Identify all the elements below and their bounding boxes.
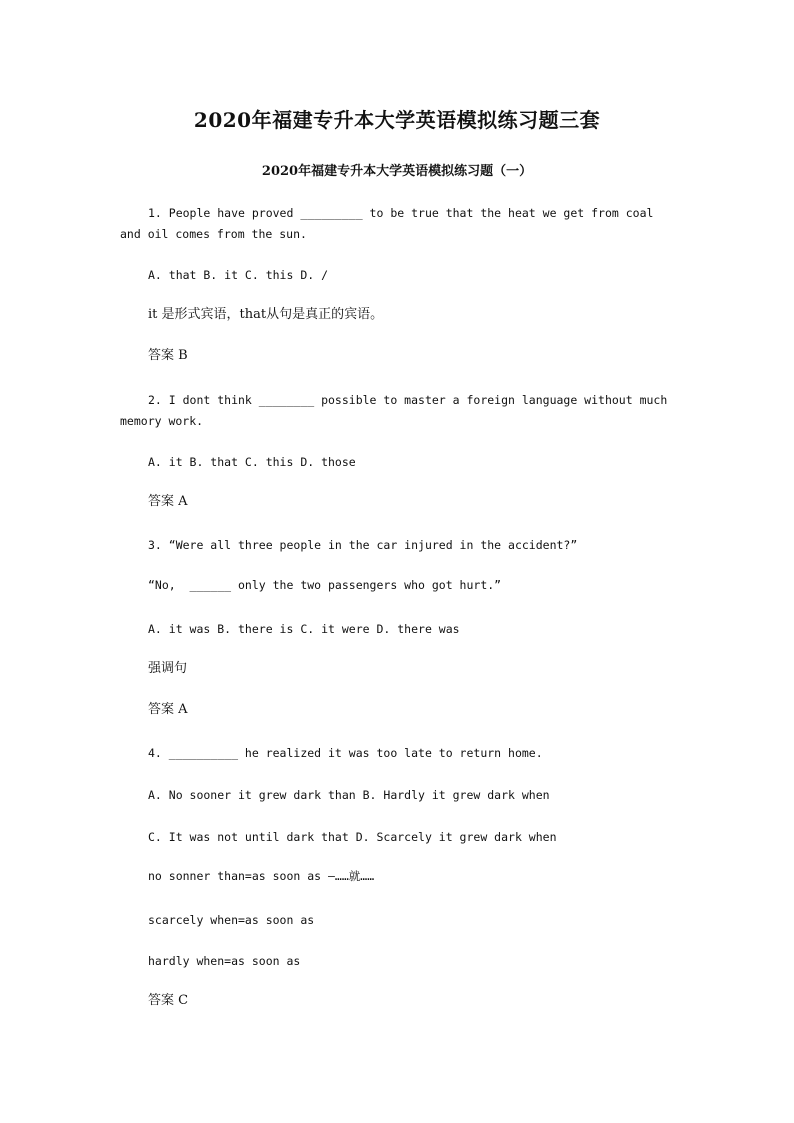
question-2-text-cont: memory work. (120, 414, 204, 428)
question-4-note-3: hardly when=as soon as (148, 954, 301, 968)
question-1-text-cont: and oil comes from the sun. (120, 227, 307, 241)
question-4-options-1: A. No sooner it grew dark than B. Hardly it grew dark when (148, 788, 550, 802)
question-3-text-cont: “No, ______ only the two passengers who got hurt.” (148, 578, 502, 592)
question-3-text: 3. “Were all three people in the car injured in the accident?” (148, 538, 578, 552)
question-4-note-2: scarcely when=as soon as (148, 913, 315, 927)
question-4-note-1: no sonner than=as soon as —……就…… (148, 869, 375, 883)
question-1-options: A. that B. it C. this D. / (148, 268, 329, 282)
question-2-answer: 答案 A (148, 494, 188, 509)
question-4-options-2: C. It was not until dark that D. Scarcely it grew dark when (148, 830, 557, 844)
question-3-options: A. it was B. there is C. it were D. there was (148, 622, 460, 636)
document-title: 2020年福建专升本大学英语模拟练习题三套 (193, 108, 601, 132)
question-1-note: it 是形式宾语，that从句是真正的宾语。 (148, 307, 384, 322)
question-1-answer: 答案 B (148, 348, 188, 363)
question-2-options: A. it B. that C. this D. those (148, 455, 356, 469)
document-subtitle: 2020年福建专升本大学英语模拟练习题（一） (261, 164, 533, 179)
question-2-text: 2. I dont think ________ possible to master a foreign language without much (148, 393, 668, 407)
question-4-answer: 答案 C (148, 993, 189, 1008)
question-1-text: 1. People have proved _________ to be true that the heat we get from coal (148, 206, 654, 220)
question-3-note: 强调句 (148, 661, 188, 676)
question-3-answer: 答案 A (148, 702, 188, 717)
question-4-text: 4. __________ he realized it was too late to return home. (148, 746, 543, 760)
